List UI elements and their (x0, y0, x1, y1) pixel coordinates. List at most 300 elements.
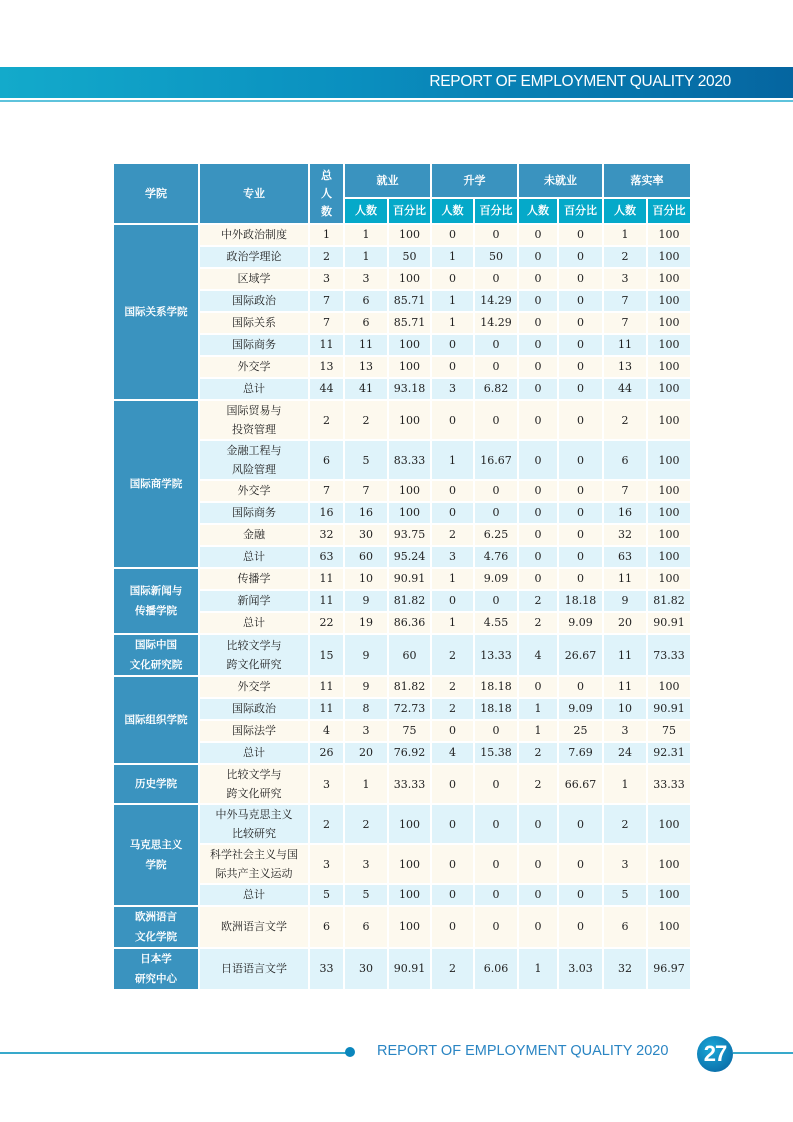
major-cell: 外交学 (200, 481, 308, 501)
employed-percent-cell: 100 (389, 481, 430, 501)
major-cell: 总计 (200, 547, 308, 567)
study-count-cell: 0 (432, 503, 473, 523)
placed-count-cell: 11 (604, 677, 646, 697)
employed-percent-cell: 81.82 (389, 591, 430, 611)
unemployed-count-cell: 1 (519, 699, 557, 719)
total-cell: 4 (310, 721, 343, 741)
unemployed-percent-cell: 0 (559, 269, 602, 289)
placed-count-cell: 2 (604, 401, 646, 439)
total-cell: 3 (310, 845, 343, 883)
employed-count-cell: 9 (345, 677, 387, 697)
placement-rate-cell: 100 (648, 547, 690, 567)
total-cell: 11 (310, 699, 343, 719)
placed-count-cell: 32 (604, 949, 646, 989)
unemployed-percent-cell: 0 (559, 677, 602, 697)
study-percent-cell: 0 (475, 591, 517, 611)
total-cell: 63 (310, 547, 343, 567)
table-row (114, 613, 690, 633)
footer-divider-left (0, 1052, 346, 1054)
placed-count-cell: 11 (604, 569, 646, 589)
placement-rate-cell: 100 (648, 357, 690, 377)
employed-percent-cell: 76.92 (389, 743, 430, 763)
unemployed-count-cell: 1 (519, 721, 557, 741)
placed-count-cell: 7 (604, 313, 646, 333)
table-row (114, 743, 690, 763)
col-header-college: 学院 (114, 164, 198, 223)
unemployed-count-cell: 0 (519, 525, 557, 545)
college-cell: 国际商学院 (114, 401, 198, 567)
employed-percent-cell: 86.36 (389, 613, 430, 633)
footer-divider-right (733, 1052, 793, 1054)
unemployed-count-cell: 0 (519, 291, 557, 311)
col-header-major: 专业 (200, 164, 308, 223)
employed-percent-cell: 100 (389, 805, 430, 843)
college-cell: 历史学院 (114, 765, 198, 803)
study-percent-cell: 18.18 (475, 677, 517, 697)
placement-rate-cell: 100 (648, 225, 690, 245)
employed-percent-cell: 72.73 (389, 699, 430, 719)
table-row (114, 269, 690, 289)
total-cell: 7 (310, 313, 343, 333)
study-count-cell: 2 (432, 677, 473, 697)
placement-rate-cell: 100 (648, 481, 690, 501)
employed-count-cell: 41 (345, 379, 387, 399)
employed-percent-cell: 85.71 (389, 291, 430, 311)
placement-rate-cell: 96.97 (648, 949, 690, 989)
employed-count-cell: 3 (345, 721, 387, 741)
sub-header-count: 人数 (604, 199, 646, 223)
major-cell: 日语语言文学 (200, 949, 308, 989)
study-percent-cell: 0 (475, 805, 517, 843)
placed-count-cell: 1 (604, 765, 646, 803)
total-cell: 6 (310, 907, 343, 947)
unemployed-percent-cell: 0 (559, 441, 602, 479)
unemployed-percent-cell: 3.03 (559, 949, 602, 989)
unemployed-count-cell: 0 (519, 225, 557, 245)
college-cell: 马克思主义 学院 (114, 805, 198, 905)
employed-percent-cell: 93.75 (389, 525, 430, 545)
total-cell: 5 (310, 885, 343, 905)
study-percent-cell: 0 (475, 503, 517, 523)
total-cell: 6 (310, 441, 343, 479)
table-row (114, 885, 690, 905)
major-cell: 国际政治 (200, 291, 308, 311)
placed-count-cell: 3 (604, 269, 646, 289)
header-title: REPORT OF EMPLOYMENT QUALITY 2020 (429, 73, 731, 90)
table-row (114, 721, 690, 741)
employed-count-cell: 1 (345, 247, 387, 267)
placement-rate-cell: 100 (648, 503, 690, 523)
placement-rate-cell: 92.31 (648, 743, 690, 763)
study-percent-cell: 0 (475, 907, 517, 947)
college-cell: 国际组织学院 (114, 677, 198, 763)
unemployed-percent-cell: 0 (559, 907, 602, 947)
employed-percent-cell: 81.82 (389, 677, 430, 697)
study-percent-cell: 14.29 (475, 313, 517, 333)
table-row (114, 635, 690, 675)
table-row (114, 335, 690, 355)
placement-rate-cell: 100 (648, 569, 690, 589)
placement-rate-cell: 100 (648, 269, 690, 289)
header-divider (0, 100, 793, 102)
study-count-cell: 0 (432, 269, 473, 289)
sub-header-count: 人数 (519, 199, 557, 223)
placed-count-cell: 5 (604, 885, 646, 905)
major-cell: 国际政治 (200, 699, 308, 719)
study-percent-cell: 0 (475, 335, 517, 355)
study-count-cell: 1 (432, 613, 473, 633)
placement-rate-cell: 33.33 (648, 765, 690, 803)
table-row (114, 225, 690, 245)
major-cell: 欧洲语言文学 (200, 907, 308, 947)
study-count-cell: 4 (432, 743, 473, 763)
major-cell: 中外马克思主义 比较研究 (200, 805, 308, 843)
table-row (114, 313, 690, 333)
sub-header-percent: 百分比 (559, 199, 602, 223)
employed-count-cell: 9 (345, 635, 387, 675)
table-row (114, 525, 690, 545)
study-percent-cell: 0 (475, 269, 517, 289)
employed-percent-cell: 60 (389, 635, 430, 675)
placed-count-cell: 3 (604, 721, 646, 741)
employed-percent-cell: 83.33 (389, 441, 430, 479)
placed-count-cell: 20 (604, 613, 646, 633)
study-percent-cell: 18.18 (475, 699, 517, 719)
total-cell: 11 (310, 677, 343, 697)
table-row (114, 907, 690, 947)
employed-count-cell: 5 (345, 441, 387, 479)
study-count-cell: 0 (432, 885, 473, 905)
total-cell: 11 (310, 335, 343, 355)
unemployed-percent-cell: 0 (559, 291, 602, 311)
placement-rate-cell: 100 (648, 335, 690, 355)
major-cell: 国际商务 (200, 503, 308, 523)
placement-rate-cell: 90.91 (648, 613, 690, 633)
total-cell: 16 (310, 503, 343, 523)
unemployed-percent-cell: 0 (559, 481, 602, 501)
unemployed-percent-cell: 7.69 (559, 743, 602, 763)
table-row (114, 845, 690, 883)
unemployed-count-cell: 0 (519, 379, 557, 399)
major-cell: 传播学 (200, 569, 308, 589)
employed-percent-cell: 85.71 (389, 313, 430, 333)
placed-count-cell: 2 (604, 247, 646, 267)
unemployed-count-cell: 0 (519, 547, 557, 567)
placement-rate-cell: 100 (648, 401, 690, 439)
total-cell: 1 (310, 225, 343, 245)
footer-title: REPORT OF EMPLOYMENT QUALITY 2020 (377, 1043, 669, 1059)
placement-rate-cell: 100 (648, 313, 690, 333)
study-percent-cell: 6.82 (475, 379, 517, 399)
placement-rate-cell: 100 (648, 677, 690, 697)
placement-rate-cell: 100 (648, 379, 690, 399)
placed-count-cell: 7 (604, 291, 646, 311)
total-cell: 44 (310, 379, 343, 399)
employed-count-cell: 8 (345, 699, 387, 719)
employed-percent-cell: 93.18 (389, 379, 430, 399)
unemployed-count-cell: 0 (519, 481, 557, 501)
placed-count-cell: 2 (604, 805, 646, 843)
unemployed-count-cell: 0 (519, 441, 557, 479)
study-count-cell: 3 (432, 547, 473, 567)
placed-count-cell: 11 (604, 635, 646, 675)
study-count-cell: 0 (432, 335, 473, 355)
study-count-cell: 0 (432, 765, 473, 803)
col-header-total-text: 总 人 数 (321, 168, 332, 218)
employed-percent-cell: 95.24 (389, 547, 430, 567)
employed-count-cell: 2 (345, 401, 387, 439)
header-banner (0, 67, 793, 98)
study-count-cell: 2 (432, 949, 473, 989)
study-count-cell: 2 (432, 635, 473, 675)
study-percent-cell: 4.55 (475, 613, 517, 633)
study-count-cell: 1 (432, 291, 473, 311)
table-row (114, 765, 690, 803)
study-percent-cell: 0 (475, 721, 517, 741)
placement-rate-cell: 75 (648, 721, 690, 741)
employed-count-cell: 1 (345, 225, 387, 245)
employed-count-cell: 60 (345, 547, 387, 567)
unemployed-percent-cell: 0 (559, 525, 602, 545)
table-row (114, 481, 690, 501)
study-count-cell: 0 (432, 401, 473, 439)
placed-count-cell: 6 (604, 441, 646, 479)
college-cell: 欧洲语言 文化学院 (114, 907, 198, 947)
study-percent-cell: 0 (475, 225, 517, 245)
total-cell: 11 (310, 569, 343, 589)
unemployed-count-cell: 0 (519, 569, 557, 589)
total-cell: 2 (310, 247, 343, 267)
study-count-cell: 1 (432, 247, 473, 267)
table-body (114, 225, 690, 989)
table-row (114, 357, 690, 377)
total-cell: 32 (310, 525, 343, 545)
table-row (114, 291, 690, 311)
study-count-cell: 0 (432, 591, 473, 611)
study-count-cell: 0 (432, 721, 473, 741)
unemployed-percent-cell: 26.67 (559, 635, 602, 675)
placed-count-cell: 24 (604, 743, 646, 763)
sub-header-percent: 百分比 (389, 199, 430, 223)
employed-count-cell: 10 (345, 569, 387, 589)
study-count-cell: 2 (432, 699, 473, 719)
employed-percent-cell: 50 (389, 247, 430, 267)
college-cell: 国际中国 文化研究院 (114, 635, 198, 675)
employed-percent-cell: 100 (389, 907, 430, 947)
employed-count-cell: 30 (345, 525, 387, 545)
unemployed-count-cell: 2 (519, 743, 557, 763)
employed-count-cell: 6 (345, 291, 387, 311)
table-row (114, 569, 690, 589)
col-header-employed: 就业 (345, 164, 430, 197)
employed-percent-cell: 100 (389, 335, 430, 355)
unemployed-percent-cell: 18.18 (559, 591, 602, 611)
placed-count-cell: 13 (604, 357, 646, 377)
major-cell: 政治学理论 (200, 247, 308, 267)
total-cell: 3 (310, 765, 343, 803)
placed-count-cell: 10 (604, 699, 646, 719)
total-cell: 7 (310, 291, 343, 311)
study-percent-cell: 9.09 (475, 569, 517, 589)
unemployed-count-cell: 0 (519, 335, 557, 355)
unemployed-percent-cell: 0 (559, 503, 602, 523)
placed-count-cell: 3 (604, 845, 646, 883)
major-cell: 外交学 (200, 357, 308, 377)
study-count-cell: 0 (432, 225, 473, 245)
college-cell: 国际新闻与 传播学院 (114, 569, 198, 633)
employed-percent-cell: 90.91 (389, 569, 430, 589)
placed-count-cell: 9 (604, 591, 646, 611)
placement-rate-cell: 100 (648, 845, 690, 883)
unemployed-percent-cell: 66.67 (559, 765, 602, 803)
study-count-cell: 1 (432, 569, 473, 589)
study-count-cell: 1 (432, 441, 473, 479)
unemployed-percent-cell: 9.09 (559, 613, 602, 633)
unemployed-count-cell: 0 (519, 885, 557, 905)
employed-percent-cell: 100 (389, 845, 430, 883)
major-cell: 总计 (200, 743, 308, 763)
employed-count-cell: 16 (345, 503, 387, 523)
unemployed-percent-cell: 0 (559, 313, 602, 333)
employed-percent-cell: 100 (389, 269, 430, 289)
study-count-cell: 0 (432, 481, 473, 501)
major-cell: 国际贸易与 投资管理 (200, 401, 308, 439)
unemployed-percent-cell: 0 (559, 379, 602, 399)
study-count-cell: 2 (432, 525, 473, 545)
placed-count-cell: 7 (604, 481, 646, 501)
employed-count-cell: 9 (345, 591, 387, 611)
unemployed-count-cell: 0 (519, 357, 557, 377)
employed-count-cell: 6 (345, 907, 387, 947)
unemployed-percent-cell: 9.09 (559, 699, 602, 719)
major-cell: 比较文学与 跨文化研究 (200, 765, 308, 803)
unemployed-count-cell: 1 (519, 949, 557, 989)
unemployed-percent-cell: 0 (559, 885, 602, 905)
total-cell: 7 (310, 481, 343, 501)
unemployed-count-cell: 0 (519, 313, 557, 333)
table-row (114, 677, 690, 697)
major-cell: 国际关系 (200, 313, 308, 333)
placement-rate-cell: 81.82 (648, 591, 690, 611)
placement-rate-cell: 73.33 (648, 635, 690, 675)
study-count-cell: 3 (432, 379, 473, 399)
table-row (114, 591, 690, 611)
employed-count-cell: 19 (345, 613, 387, 633)
employed-percent-cell: 100 (389, 885, 430, 905)
sub-header-count: 人数 (432, 199, 473, 223)
major-cell: 新闻学 (200, 591, 308, 611)
study-percent-cell: 0 (475, 845, 517, 883)
unemployed-count-cell: 2 (519, 591, 557, 611)
employed-count-cell: 1 (345, 765, 387, 803)
table-row (114, 441, 690, 479)
employed-percent-cell: 100 (389, 357, 430, 377)
major-cell: 金融 (200, 525, 308, 545)
unemployed-count-cell: 0 (519, 503, 557, 523)
placement-rate-cell: 100 (648, 247, 690, 267)
study-count-cell: 0 (432, 907, 473, 947)
table-row (114, 699, 690, 719)
unemployed-percent-cell: 0 (559, 401, 602, 439)
college-cell: 国际关系学院 (114, 225, 198, 399)
unemployed-count-cell: 0 (519, 805, 557, 843)
placed-count-cell: 6 (604, 907, 646, 947)
study-percent-cell: 15.38 (475, 743, 517, 763)
employed-percent-cell: 75 (389, 721, 430, 741)
unemployed-count-cell: 0 (519, 401, 557, 439)
placement-rate-cell: 100 (648, 291, 690, 311)
college-cell: 日本学 研究中心 (114, 949, 198, 989)
table-row (114, 503, 690, 523)
employed-percent-cell: 90.91 (389, 949, 430, 989)
total-cell: 15 (310, 635, 343, 675)
total-cell: 22 (310, 613, 343, 633)
unemployed-percent-cell: 0 (559, 845, 602, 883)
sub-header-percent: 百分比 (475, 199, 517, 223)
unemployed-percent-cell: 0 (559, 569, 602, 589)
footer-dot-icon (345, 1047, 355, 1057)
employed-percent-cell: 100 (389, 401, 430, 439)
table-row (114, 949, 690, 989)
table-row (114, 247, 690, 267)
major-cell: 区域学 (200, 269, 308, 289)
total-cell: 2 (310, 401, 343, 439)
unemployed-percent-cell: 0 (559, 225, 602, 245)
placement-rate-cell: 100 (648, 907, 690, 947)
study-percent-cell: 0 (475, 357, 517, 377)
placed-count-cell: 44 (604, 379, 646, 399)
total-cell: 2 (310, 805, 343, 843)
table-row (114, 401, 690, 439)
placed-count-cell: 32 (604, 525, 646, 545)
employed-count-cell: 11 (345, 335, 387, 355)
study-percent-cell: 14.29 (475, 291, 517, 311)
placement-rate-cell: 100 (648, 885, 690, 905)
table-row (114, 379, 690, 399)
employed-count-cell: 5 (345, 885, 387, 905)
unemployed-percent-cell: 0 (559, 247, 602, 267)
placement-rate-cell: 100 (648, 525, 690, 545)
study-percent-cell: 50 (475, 247, 517, 267)
study-count-cell: 0 (432, 845, 473, 883)
employed-count-cell: 13 (345, 357, 387, 377)
study-percent-cell: 0 (475, 765, 517, 803)
employed-percent-cell: 100 (389, 503, 430, 523)
total-cell: 26 (310, 743, 343, 763)
employed-count-cell: 3 (345, 269, 387, 289)
total-cell: 13 (310, 357, 343, 377)
employed-percent-cell: 100 (389, 225, 430, 245)
col-header-unemployed: 未就业 (519, 164, 602, 197)
col-header-total (310, 164, 343, 223)
unemployed-percent-cell: 0 (559, 805, 602, 843)
placement-rate-cell: 90.91 (648, 699, 690, 719)
study-percent-cell: 0 (475, 401, 517, 439)
unemployed-count-cell: 0 (519, 907, 557, 947)
major-cell: 总计 (200, 379, 308, 399)
placement-rate-cell: 100 (648, 805, 690, 843)
placed-count-cell: 11 (604, 335, 646, 355)
unemployed-count-cell: 0 (519, 845, 557, 883)
total-cell: 3 (310, 269, 343, 289)
employed-count-cell: 30 (345, 949, 387, 989)
employed-count-cell: 3 (345, 845, 387, 883)
col-header-further-study: 升学 (432, 164, 517, 197)
unemployed-percent-cell: 0 (559, 335, 602, 355)
unemployed-count-cell: 4 (519, 635, 557, 675)
major-cell: 中外政治制度 (200, 225, 308, 245)
study-percent-cell: 6.06 (475, 949, 517, 989)
